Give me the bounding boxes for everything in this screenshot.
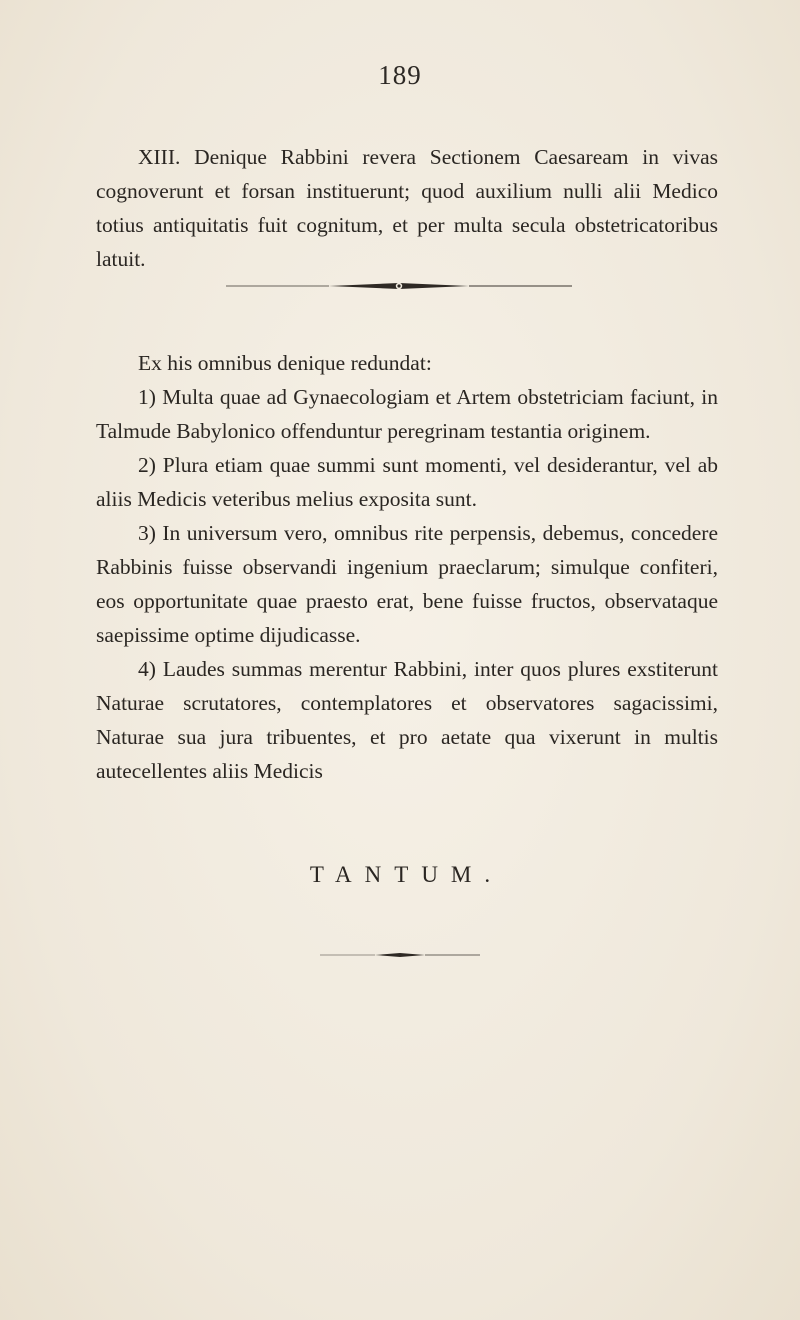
list-item	[96, 652, 718, 788]
list-item-text: Multa quae ad Gynaecologiam et Artem obstetriciam faciunt, in Talmude Babylonico offenduntur peregrinam testantia originem.	[96, 385, 719, 443]
list-item	[96, 516, 718, 652]
section-xiii	[96, 140, 718, 276]
ornamental-rule	[224, 278, 574, 294]
closing-word: TANTUM.	[309, 862, 504, 887]
list-item-number: 4)	[138, 657, 156, 681]
list-item-number: 2)	[138, 453, 156, 477]
list-item-text: Plura etiam quae summi sunt momenti, vel desiderantur, vel ab aliis Medicis veteribus melius exposita sunt.	[96, 453, 719, 511]
tail-ornament	[320, 950, 480, 960]
list-item-text: In universum vero, omnibus rite perpensis, debemus, concedere Rabbinis fuisse observandi ingenium praeclarum; simulque confiteri, eos opportunitate quae praesto erat, bene fuisse fructos, observataque saepissime optime dijudicasse.	[96, 521, 719, 647]
list-item	[96, 380, 718, 448]
list-item-number: 3)	[138, 521, 156, 545]
section-label: XIII.	[138, 145, 181, 169]
conclusions-intro: Ex his omnibus denique redundat:	[138, 351, 432, 375]
conclusions	[96, 346, 718, 788]
section-xiii-paragraph	[96, 140, 718, 276]
list-item	[96, 448, 718, 516]
section-xiii-text: Denique Rabbini revera Sectionem Caesaream in vivas cognoverunt et forsan instituerunt; quod auxilium nulli alii Medico totius antiquitatis fuit cognitum, et per multa secula obstetricatoribus latuit.	[96, 145, 719, 271]
list-item-number: 1)	[138, 385, 156, 409]
page-number: 189	[378, 60, 422, 90]
list-item-text: Laudes summas merentur Rabbini, inter quos plures exstiterunt Naturae scrutatores, contemplatores et observatores sagacissimi, Naturae sua jura tribuentes, et pro aetate qua vixerunt in multis autecellentes aliis Medicis	[96, 657, 719, 783]
